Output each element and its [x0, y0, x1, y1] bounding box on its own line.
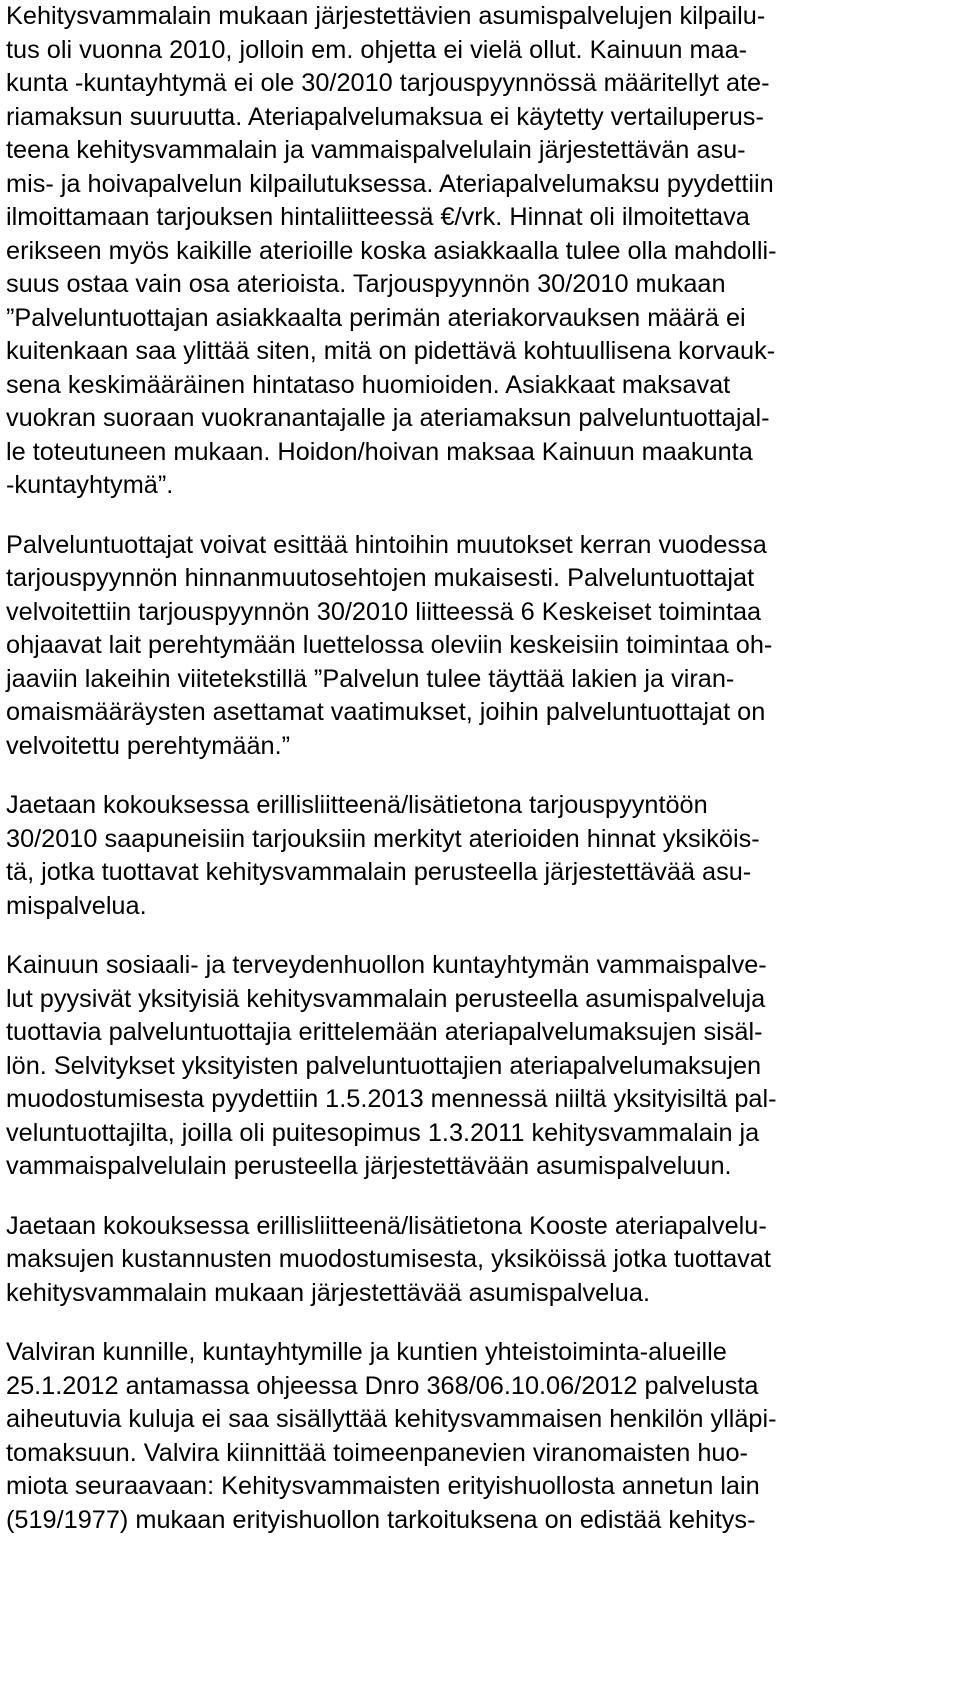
text-line: riamaksun suuruutta. Ateriapalvelumaksua ei käytetty vertailuperus- — [6, 102, 764, 131]
text-line: tä, jotka tuottavat kehitysvammalain perusteella järjestettävää asu- — [6, 858, 752, 886]
text-line: sena keskimääräinen hintataso huomioiden. Asiakkaat maksavat — [6, 370, 731, 399]
text-line: Jaetaan kokouksessa erillisliitteenä/lisätietona Kooste ateriapalvelu- — [6, 1211, 767, 1240]
paragraph-gap — [6, 1184, 946, 1210]
text-line: ”Palveluntuottajan asiakkaalta perimän ateriakorvauksen määrä ei — [6, 303, 746, 332]
text-line: mispalvelua. — [6, 891, 147, 920]
text-line: Palveluntuottajat voivat esittää hintoihin muutokset kerran vuodessa — [6, 530, 767, 559]
text-line: (519/1977) mukaan erityishuollon tarkoituksena on edistää kehitys- — [6, 1505, 756, 1534]
text-line: Jaetaan kokouksessa erillisliitteenä/lisätietona tarjouspyyntöön — [6, 791, 708, 819]
text-line: vuokran suoraan vuokranantajalle ja ateriamaksun palveluntuottajal- — [6, 404, 770, 432]
text-line: ilmoittamaan tarjouksen hintaliitteessä €/vrk. Hinnat oli ilmoitettava — [6, 203, 750, 231]
paragraph-price-changes — [6, 529, 946, 764]
text-line: velvoitettiin tarjouspyynnön 30/2010 liitteessä 6 Keskeiset toimintaa — [6, 597, 762, 626]
text-line: velvoitettu perehtymään.” — [6, 731, 291, 760]
text-line: tuottavia palveluntuottajia erittelemään ateriapalvelumaksujen sisäl- — [6, 1018, 763, 1046]
text-line: tarjouspyynnön hinnanmuutosehtojen mukaisesti. Palveluntuottajat — [6, 564, 755, 592]
text-line: Kehitysvammalain mukaan järjestettävien asumispalvelujen kilpailu- — [6, 2, 766, 30]
document-page — [6, 0, 946, 1537]
text-line: tomaksuun. Valvira kiinnittää toimeenpanevien viranomaisten huo- — [6, 1438, 748, 1467]
text-line: erikseen myös kaikille aterioille koska asiakkaalla tulee olla mahdolli- — [6, 236, 777, 265]
text-line: kuitenkaan saa ylittää siten, mitä on pidettävä kohtuullisena korvauk- — [6, 337, 776, 365]
text-line: 25.1.2012 antamassa ohjeessa Dnro 368/06.10.06/2012 palvelusta — [6, 1371, 759, 1400]
text-line: -kuntayhtymä”. — [6, 471, 174, 499]
text-line: maksujen kustannusten muodostumisesta, yksiköissä jotka tuottavat — [6, 1245, 771, 1273]
text-line: aiheutuvia kuluja ei saa sisällyttää kehitysvammaisen henkilön ylläpi- — [6, 1405, 777, 1433]
paragraph-meal-fee-tender — [6, 0, 946, 503]
text-line: jaaviin lakeihin viitetekstillä ”Palvelun tulee täyttää lakien ja viran- — [6, 664, 735, 693]
paragraph-valvira-guidance — [6, 1336, 946, 1537]
paragraph-meeting-attachment-prices — [6, 789, 946, 923]
text-line: miota seuraavaan: Kehitysvammaisten erityishuollosta annetun lain — [6, 1472, 760, 1500]
text-line: tus oli vuonna 2010, jolloin em. ohjetta ei vielä ollut. Kainuun maa- — [6, 35, 748, 64]
text-line: muodostumisesta pyydettiin 1.5.2013 mennessä niiltä yksityisiltä pal- — [6, 1085, 777, 1113]
text-line: teena kehitysvammalain ja vammaispalvelulain järjestettävän asu- — [6, 136, 746, 164]
text-line: le toteutuneen mukaan. Hoidon/hoivan maksaa Kainuun maakunta — [6, 437, 753, 466]
text-line: ohjaavat lait perehtymään luettelossa oleviin keskeisiin toimintaa oh- — [6, 631, 773, 659]
text-line: mis- ja hoivapalvelun kilpailutuksessa. Ateriapalvelumaksu pyydettiin — [6, 169, 774, 198]
text-line: 30/2010 saapuneisiin tarjouksiin merkityt aterioiden hinnat yksiköis- — [6, 824, 760, 853]
text-line: lön. Selvitykset yksityisten palveluntuottajien ateriapalvelumaksujen — [6, 1051, 762, 1080]
paragraph-gap — [6, 763, 946, 789]
paragraph-meeting-attachment-summary — [6, 1210, 946, 1311]
paragraph-gap — [6, 1310, 946, 1336]
text-line: omaismääräysten asettamat vaatimukset, joihin palveluntuottajat on — [6, 698, 766, 726]
text-line: veluntuottajilta, joilla oli puitesopimus 1.3.2011 kehitysvammalain ja — [6, 1118, 760, 1147]
text-line: Kainuun sosiaali- ja terveydenhuollon kuntayhtymän vammaispalve- — [6, 951, 767, 979]
text-line: suus ostaa vain osa aterioista. Tarjouspyynnön 30/2010 mukaan — [6, 270, 726, 298]
text-line: lut pyysivät yksityisiä kehitysvammalain perusteella asumispalveluja — [6, 984, 766, 1013]
text-line: kehitysvammalain mukaan järjestettävää asumispalvelua. — [6, 1278, 650, 1307]
text-line: vammaispalvelulain perusteella järjestettävään asumispalveluun. — [6, 1152, 732, 1180]
text-line: kunta -kuntayhtymä ei ole 30/2010 tarjouspyynnössä määritellyt ate- — [6, 69, 770, 97]
paragraph-gap — [6, 503, 946, 529]
text-line: Valviran kunnille, kuntayhtymille ja kuntien yhteistoiminta-alueille — [6, 1338, 727, 1366]
paragraph-disability-services-request — [6, 949, 946, 1184]
paragraph-gap — [6, 923, 946, 949]
